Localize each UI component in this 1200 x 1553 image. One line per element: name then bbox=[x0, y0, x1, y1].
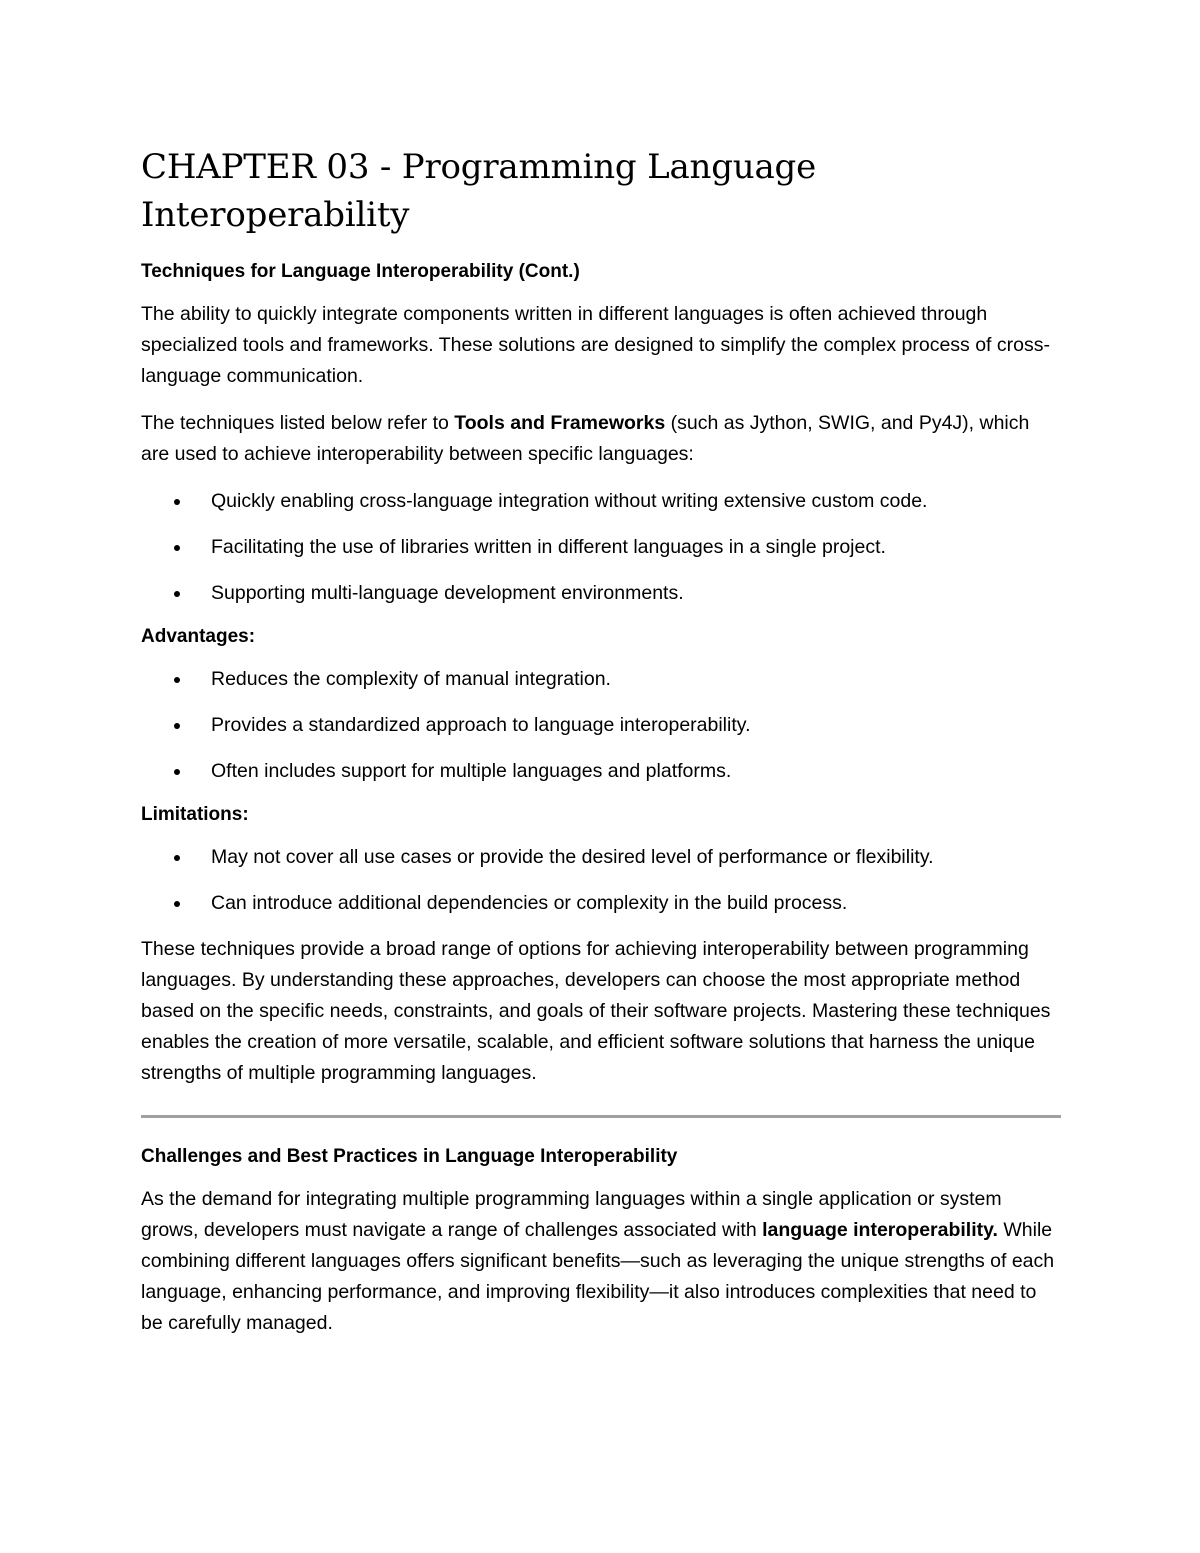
list-item-text: Often includes support for multiple languages and platforms. bbox=[211, 760, 732, 782]
bullet-icon bbox=[174, 855, 180, 861]
list-item-text: Provides a standardized approach to language interoperability. bbox=[211, 714, 751, 736]
list-item bbox=[141, 486, 1061, 517]
challenges-text-post: While combining different languages offers significant benefits—such as leveraging the unique strengths of each language, enhancing performance, and improving flexibility—it also introduces complexities that need to be carefully managed. bbox=[141, 1219, 1055, 1334]
list-item-text: Can introduce additional dependencies or complexity in the build process. bbox=[211, 892, 848, 914]
list-item bbox=[141, 710, 1061, 741]
list-item-text: Reduces the complexity of manual integration. bbox=[211, 668, 611, 690]
list-item bbox=[141, 578, 1061, 609]
techniques-text-post: (such as Jython, SWIG, and Py4J), which are used to achieve interoperability between specific languages: bbox=[141, 412, 1030, 465]
techniques-text-pre: The techniques listed below refer to bbox=[141, 412, 455, 434]
challenges-paragraph bbox=[141, 1184, 1061, 1339]
bullet-icon bbox=[174, 591, 180, 597]
list-item bbox=[141, 888, 1061, 919]
list-item bbox=[141, 532, 1061, 563]
advantages-list bbox=[141, 664, 1061, 787]
limitations-list bbox=[141, 842, 1061, 919]
challenges-text-pre: As the demand for integrating multiple programming languages within a single application or system grows, developers must navigate a range of challenges associated with bbox=[141, 1188, 1002, 1241]
bullet-icon bbox=[174, 769, 180, 775]
section-heading-challenges: Challenges and Best Practices in Language Interoperability bbox=[141, 1146, 678, 1167]
list-item bbox=[141, 842, 1061, 873]
list-item bbox=[141, 756, 1061, 787]
techniques-paragraph bbox=[141, 408, 1061, 470]
list-item-text: Quickly enabling cross-language integration without writing extensive custom code. bbox=[211, 490, 928, 512]
limitations-heading: Limitations: bbox=[141, 804, 249, 825]
bullet-icon bbox=[174, 723, 180, 729]
section-divider bbox=[141, 1115, 1061, 1118]
challenges-text-bold: language interoperability. bbox=[762, 1219, 998, 1241]
bullet-icon bbox=[174, 677, 180, 683]
chapter-title: CHAPTER 03 - Programming Language Interoperability bbox=[141, 147, 817, 235]
document-page bbox=[141, 143, 1061, 1355]
list-item-text: May not cover all use cases or provide the desired level of performance or flexibility. bbox=[211, 846, 934, 868]
conclusion-paragraph: These techniques provide a broad range of options for achieving interoperability between programming languages. By understanding these approaches, developers can choose the most appropriate method based on the specific needs, constraints, and goals of their software projects. Mastering these techniques enables the creation of more versatile, scalable, and efficient software solutions that harness the unique strengths of multiple programming languages. bbox=[141, 938, 1051, 1084]
bullet-icon bbox=[174, 499, 180, 505]
bullet-icon bbox=[174, 901, 180, 907]
techniques-text-bold: Tools and Frameworks bbox=[454, 412, 666, 434]
techniques-list bbox=[141, 486, 1061, 609]
intro-paragraph: The ability to quickly integrate components written in different languages is often achieved through specialized tools and frameworks. These solutions are designed to simplify the complex process of cross-language communication. bbox=[141, 303, 1050, 387]
list-item bbox=[141, 664, 1061, 695]
list-item-text: Facilitating the use of libraries written in different languages in a single project. bbox=[211, 536, 886, 558]
list-item-text: Supporting multi-language development environments. bbox=[211, 582, 684, 604]
section-heading-techniques: Techniques for Language Interoperability (Cont.) bbox=[141, 261, 580, 282]
advantages-heading: Advantages: bbox=[141, 626, 256, 647]
bullet-icon bbox=[174, 545, 180, 551]
